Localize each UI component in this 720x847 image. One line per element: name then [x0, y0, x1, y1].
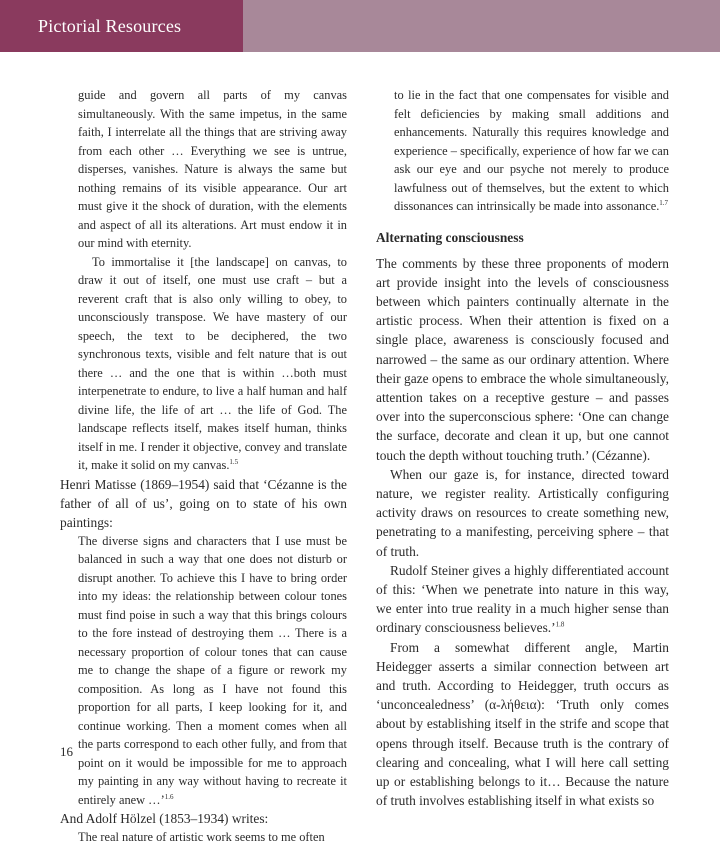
left-column [60, 86, 347, 847]
header-title: Pictorial Resources [38, 15, 182, 36]
holzel-quote-continued [376, 86, 669, 216]
quote-text: To immortalise it [the landscape] on canvas, to draw it out of itself, one must use craft – but a reverent craft that is also only willing to obey, to unconsciously transpose. We have mastery of our speech, the text to be deciphered, the two synchronous texts, visible and felt nature that is out there … and the one that is within …both must interpenetrate to endure, to live a half human and half divine life, the life of art … the life of God. The landscape reflects itself, makes itself human, thinks itself in me. I render it objective, convey and translate it, make it solid on my canvas. [78, 254, 347, 472]
body-paragraph: From a somewhat different angle, Martin Heidegger asserts a similar connection between art and truth. According to Heidegger, truth occurs as ‘unconcealedness’ (α-λήθεια): ‘Truth only comes about by establishing itself in the strife and scope that opens through itself. Because truth is the contrary of clearing and concealing, what I will here call setting up or establishing belongs to it… Because the nature of truth involves establishing itself in what exists so [376, 639, 669, 809]
header-title-block [0, 0, 243, 52]
body-paragraph: When our gaze is, for instance, directed toward nature, we register reality. Artistically configuring activity draws on resources to create something new, penetrating to a manifesting, perceiving sphere – that of truth. [376, 466, 669, 559]
page-number: 16 [60, 744, 73, 759]
holzel-intro: And Adolf Hölzel (1853–1934) writes: [60, 811, 269, 826]
body-paragraph: The comments by these three proponents of modern art provide insight into the levels of consciousness between which painters continually alternate in the artistic process. When their attention is fixed on a single place, awareness is consciously focused and narrowed – the same as our ordinary attention. Where their gaze opens to embrace the whole simultaneously, attention takes on a receptive gesture – and passes over into the superconscious sphere: ‘One can change the surface, decorate and clean it up, but one cannot touch the depth without touching truth.’ (Cézanne). [376, 255, 669, 463]
holzel-quote [60, 828, 347, 847]
quote-text: to lie in the fact that one compensates for visible and felt deficiencies by making small additions and enhancements. Naturally this requires knowledge and experience – specifically, experience of how far we can ask our eye and our psyche not merely to produce lawfulness out of themselves, but the extent to which dissonances can intrinsically be made into assonance. [394, 88, 669, 213]
quote-text: The diverse signs and characters that I use must be balanced in such a way that one does not disturb or disrupt another. To achieve this I have to bring order into my ideas: the relationship between colour tones must find poise in such a way that this brings colours to the fore instead of destroying them … There is a necessary proportion of colour tones that can cause me to change the shape of a figure or rework my composition. As long as I have not found this proportion for all parts, I keep looking for it, and continue working. Then a moment comes when all the parts correspond to each other fully, and from that point on it would be impossible for me to approach my painting in any way without having to recreate it entirely anew …’ [78, 533, 347, 807]
quote-paragraph [394, 86, 669, 216]
body-text: Rudolf Steiner gives a highly differentiated account of this: ‘When we penetrate into nature in this way, we enter into true reality in a much higher sense than ordinary consciousness believes.’ [376, 562, 669, 636]
quote-paragraph: guide and govern all parts of my canvas simultaneously. With the same impetus, in the same faith, I interrelate all the things that are striving away from each other … Everything we see is untrue, disperses, vanishes. Nature is always the same but nothing remains of its visible appearance. Our art must give it the shock of duration, with the elements and aspect of all its alterations. Art must endow it in our mind with eternity. [78, 88, 347, 250]
right-column [376, 86, 669, 810]
footnote-ref: 1.8 [555, 620, 565, 629]
matisse-intro: Henri Matisse (1869–1954) said that ‘Cézanne is the father of all of us’, going on to state of his own paintings: [60, 476, 347, 530]
quote-paragraph: The real nature of artistic work seems to me often [78, 830, 325, 844]
footnote-ref: 1.5 [229, 457, 239, 466]
footnote-ref: 1.7 [659, 198, 669, 207]
footnote-ref: 1.6 [164, 792, 174, 801]
matisse-quote [60, 532, 347, 810]
header-band [243, 0, 720, 52]
section-heading: Alternating consciousness [376, 229, 524, 245]
page-header [0, 0, 720, 52]
cezanne-quote [60, 86, 347, 475]
quote-paragraph [78, 253, 347, 475]
body-paragraph [376, 561, 669, 638]
quote-paragraph [78, 532, 347, 810]
